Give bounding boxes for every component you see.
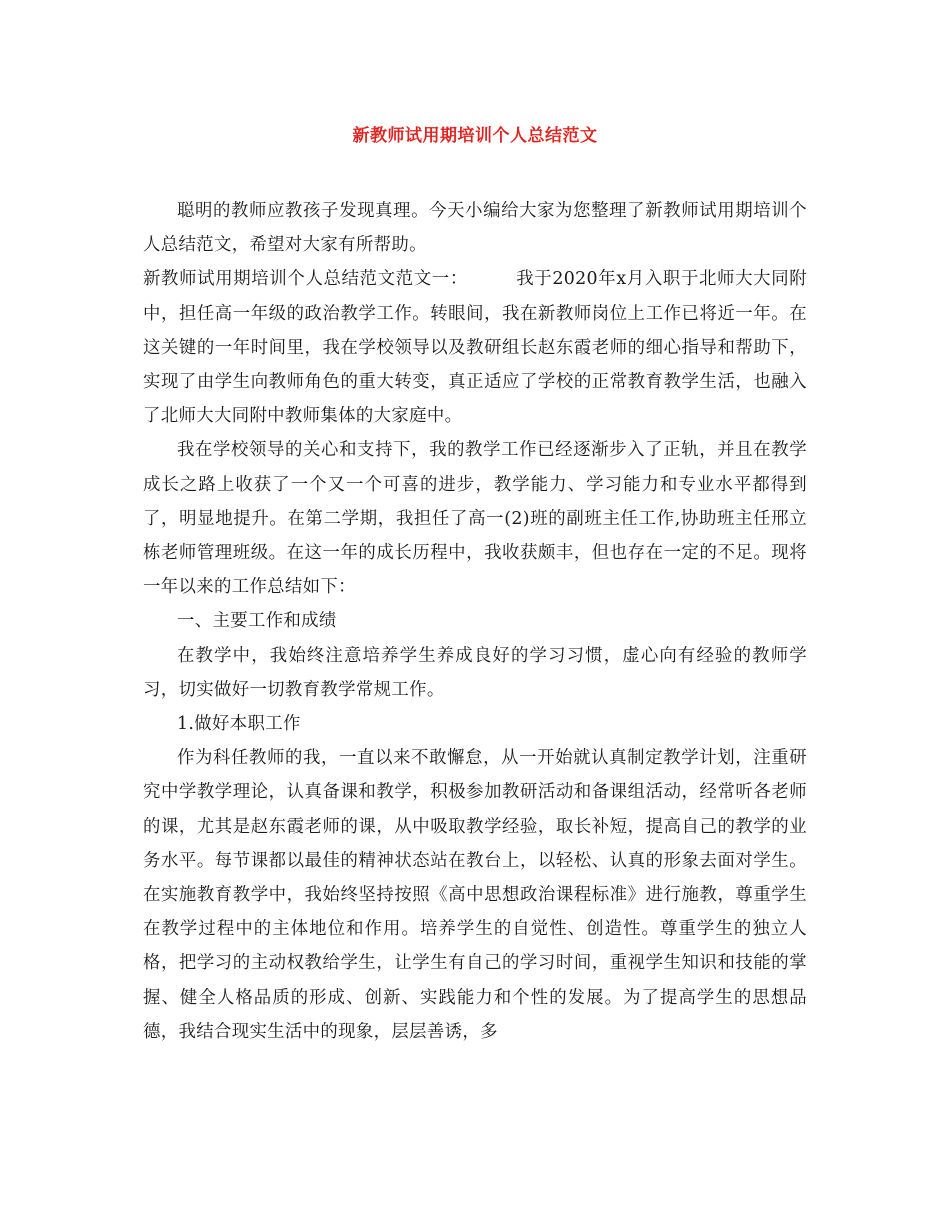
document-title: 新教师试用期培训个人总结范文 <box>352 126 598 146</box>
subsection-heading-duties: 1.做好本职工作 <box>177 714 301 735</box>
paragraph-article-one <box>143 262 807 433</box>
paragraph-teaching: 作为科任教师的我，一直以来不敢懈怠，从一开始就认真制定教学计划，注重研究中学教学理论，认真备课和教学，积极参加教研活动和备课组活动，经常听各老师的课，尤其是赵东霞老师的课，从中吸取教学经验，取长补短，提高自己的教学的业务水平。每节课都以最佳的精神状态站在教台上，以轻松、认真的形象去面对学生。在实施教育教学中，我始终坚持按照《高中思想政治课程标准》进行施教，尊重学生在教学过程中的主体地位和作用。培养学生的自觉性、创造性。尊重学生的独立人格，把学习的主动权教给学生，让学生有自己的学习时间，重视学生知识和技能的掌握、健全人格品质的形成、创新、实践能力和个性的发展。为了提高学生的思想品德，我结合现实生活中的现象，层层善诱，多 <box>143 748 807 1042</box>
paragraph-intro: 聪明的教师应教孩子发现真理。今天小编给大家为您整理了新教师试用期培训个人总结范文，希望对大家有所帮助。 <box>143 201 807 256</box>
section-heading-main-work: 一、主要工作和成绩 <box>177 611 337 632</box>
paragraph-habits: 在教学中，我始终注意培养学生养成良好的学习习惯，虚心向有经验的教师学习，切实做好一切教育教学常规工作。 <box>143 645 807 700</box>
document-body <box>143 194 807 1049</box>
article-one-text: 我于2020年x月入职于北师大大同附中，担任高一年级的政治教学工作。转眼间，我在新教师岗位上工作已将近一年。在这关键的一年时间里，我在学校领导以及教研组长赵东霞老师的细心指导和帮助下，实现了由学生向教师角色的重大转变，真正适应了学校的正常教育教学生活，也融入了北师大大同附中教师集体的大家庭中。 <box>143 269 807 427</box>
paragraph-progress: 我在学校领导的关心和支持下，我的教学工作已经逐渐步入了正轨，并且在教学成长之路上收获了一个又一个可喜的进步，教学能力、学习能力和专业水平都得到了，明显地提升。在第二学期，我担任了高一(2)班的副班主任工作,协助班主任邢立栋老师管理班级。在这一年的成长历程中，我收获颇丰，但也存在一定的不足。现将一年以来的工作总结如下： <box>143 440 807 598</box>
article-one-heading: 新教师试用期培训个人总结范文范文一： <box>143 269 468 290</box>
document-page <box>143 0 807 1230</box>
